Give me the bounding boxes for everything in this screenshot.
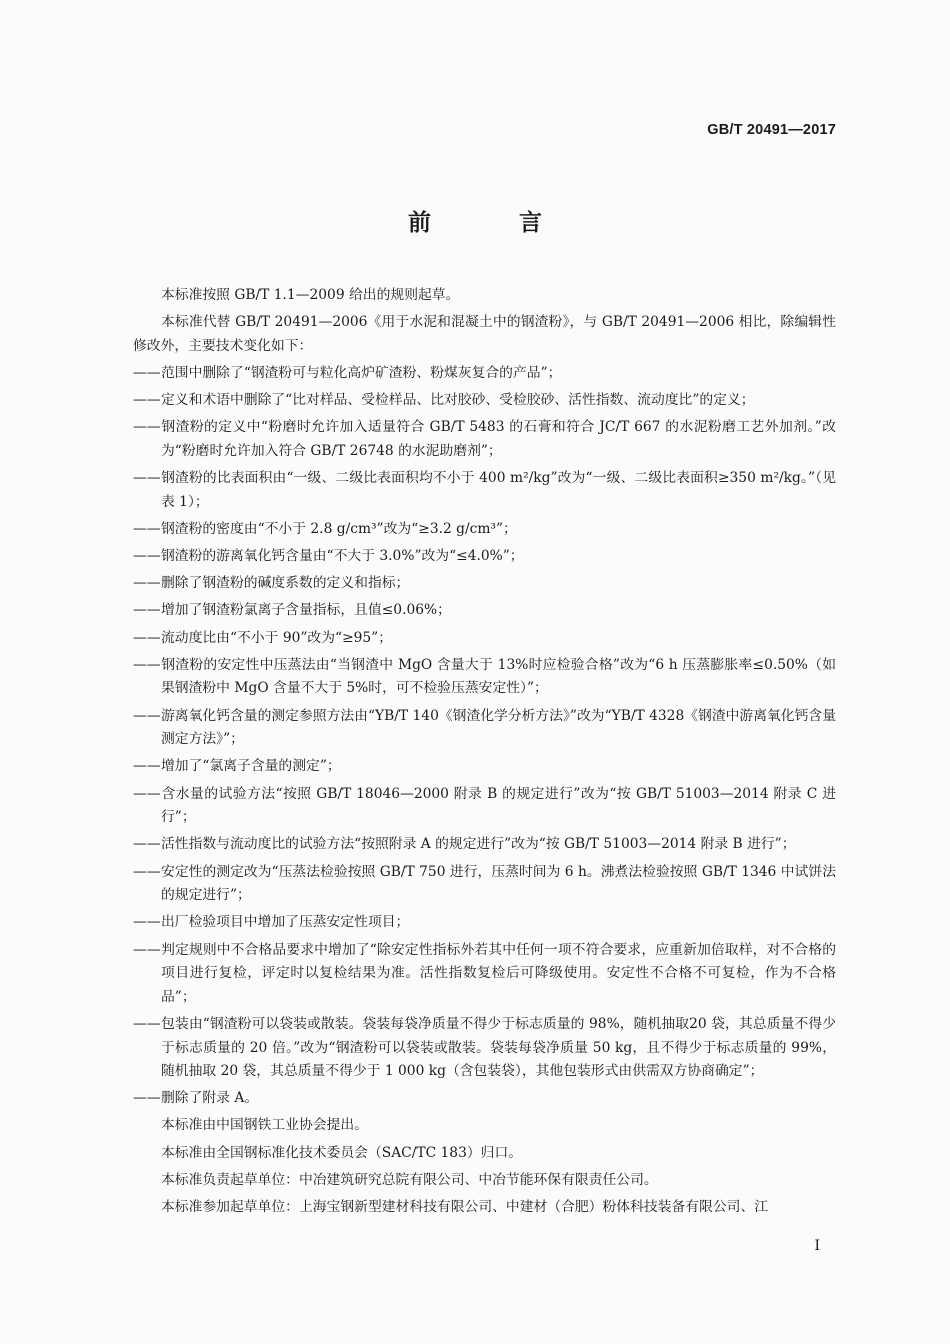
dash-marker: —— <box>133 785 161 802</box>
dash-marker: —— <box>133 470 161 487</box>
change-text: 出厂检验项目中增加了压蒸安定性项目； <box>161 914 410 931</box>
dash-marker: —— <box>133 1090 161 1107</box>
change-text: 流动度比由“不小于 90”改为“≥95”； <box>161 629 393 646</box>
change-item <box>133 911 836 935</box>
change-item <box>133 755 836 779</box>
paragraph-lead-drafters: 本标准负责起草单位：中冶建筑研究总院有限公司、中冶节能环保有限责任公司。 <box>161 1171 658 1188</box>
change-item <box>133 545 836 569</box>
dash-marker: —— <box>133 575 161 592</box>
dash-marker: —— <box>133 629 161 646</box>
change-item <box>133 389 836 413</box>
dash-marker: —— <box>133 602 161 619</box>
change-text: 钢渣粉的游离氧化钙含量由“不大于 3.0%”改为“≤4.0%”； <box>161 548 524 565</box>
paragraph-proposed-by: 本标准由中国钢铁工业协会提出。 <box>161 1117 368 1134</box>
change-text: 活性指数与流动度比的试验方法“按照附录 A 的规定进行”改为“按 GB/T 51003—2014 附录 B 进行”； <box>161 836 796 853</box>
change-item <box>133 572 836 596</box>
change-text: 游离氧化钙含量的测定参照方法由“YB/T 140《钢渣化学分析方法》”改为“YB/T 4328《钢渣中游离氧化钙含量测定方法》”； <box>161 707 836 748</box>
change-text: 范围中删除了“钢渣粉可与粒化高炉矿渣粉、粉煤灰复合的产品”； <box>161 364 562 381</box>
change-item <box>133 783 836 830</box>
page-number: I <box>814 1238 820 1254</box>
change-item <box>133 833 836 857</box>
change-item <box>133 1087 836 1111</box>
dash-marker: —— <box>133 863 161 880</box>
dash-marker: —— <box>133 836 161 853</box>
change-item <box>133 861 836 908</box>
change-text: 含水量的试验方法“按照 GB/T 18046—2000 附录 B 的规定进行”改为“按 GB/T 51003—2014 附录 C 进行”； <box>161 785 836 826</box>
change-item <box>133 654 836 701</box>
change-item <box>133 518 836 542</box>
change-item <box>133 599 836 623</box>
dash-marker: —— <box>133 656 161 673</box>
standard-code: GB/T 20491—2017 <box>707 122 836 138</box>
change-item <box>133 362 836 386</box>
dash-marker: —— <box>133 364 161 381</box>
dash-marker: —— <box>133 392 161 409</box>
change-text: 钢渣粉的定义中“粉磨时允许加入适量符合 GB/T 5483 的石膏和符合 JC/T 667 的水泥粉磨工艺外加剂。”改为“粉磨时允许加入符合 GB/T 26748 的水泥助磨剂”； <box>161 419 836 459</box>
change-text: 定义和术语中删除了“比对样品、受检样品、比对胶砂、受检胶砂、活性指数、流动度比”的定义； <box>161 392 755 409</box>
change-text: 增加了“氯离子含量的测定”； <box>161 758 341 775</box>
change-text: 钢渣粉的比表面积由“一级、二级比表面积均不小于 400 m²/kg”改为“一级、二级比表面积≥350 m²/kg。”（见表 1）； <box>161 470 836 510</box>
dash-marker: —— <box>133 419 161 436</box>
dash-marker: —— <box>133 548 161 565</box>
dash-marker: —— <box>133 758 161 775</box>
change-item <box>133 416 836 463</box>
change-text: 钢渣粉的密度由“不小于 2.8 g/cm³”改为“≥3.2 g/cm³”； <box>161 520 517 537</box>
change-text: 安定性的测定改为“压蒸法检验按照 GB/T 750 进行，压蒸时间为 6 h。沸煮法检验按照 GB/T 1346 中试饼法的规定进行”； <box>161 863 836 904</box>
change-text: 判定规则中不合格品要求中增加了“除安定性指标外若其中任何一项不符合要求，应重新加倍取样，对不合格的项目进行复检，评定时以复检结果为准。活性指数复检后可降级使用。安定性不合格不可复检，作为不合格品”； <box>161 941 836 1005</box>
page-title: 前 言 <box>407 210 582 236</box>
dash-marker: —— <box>133 914 161 931</box>
change-text: 删除了钢渣粉的碱度系数的定义和指标； <box>161 575 410 592</box>
document-body <box>133 284 836 1223</box>
dash-marker: —— <box>133 1015 161 1032</box>
change-item <box>133 627 836 651</box>
change-item <box>133 467 836 514</box>
change-item <box>133 939 836 1010</box>
change-item <box>133 705 836 752</box>
dash-marker: —— <box>133 520 161 537</box>
change-text: 删除了附录 A。 <box>161 1090 259 1107</box>
dash-marker: —— <box>133 707 161 724</box>
change-text: 包装由“钢渣粉可以袋装或散装。袋装每袋净质量不得少于标志质量的 98%，随机抽取20 袋，其总质量不得少于标志质量的 20 倍。”改为“钢渣粉可以袋装或散装。袋装每袋净质量 50 kg，且不得少于标志质量的 99%，随机抽取 20 袋，其总质量不得少于 1 000 kg（含包装袋），其他包装形式由供需双方协商确定”； <box>161 1015 836 1080</box>
changes-list <box>133 362 836 1111</box>
change-item <box>133 1013 836 1084</box>
paragraph-participating-drafters: 本标准参加起草单位：上海宝钢新型建材科技有限公司、中建材（合肥）粉体科技装备有限公司、江 <box>161 1199 769 1216</box>
dash-marker: —— <box>133 941 161 958</box>
change-text: 增加了钢渣粉氯离子含量指标，且值≤0.06%； <box>161 602 451 619</box>
paragraph-under-jurisdiction: 本标准由全国钢标准化技术委员会（SAC/TC 183）归口。 <box>161 1144 523 1161</box>
paragraph-drafting-rules: 本标准按照 GB/T 1.1—2009 给出的规则起草。 <box>161 287 460 303</box>
change-text: 钢渣粉的安定性中压蒸法由“当钢渣中 MgO 含量大于 13%时应检验合格”改为“6 h 压蒸膨胀率≤0.50%（如果钢渣粉中 MgO 含量不大于 5%时，可不检验压蒸安定性）”； <box>161 656 836 697</box>
paragraph-replacement-statement: 本标准代替 GB/T 20491—2006《用于水泥和混凝土中的钢渣粉》，与 GB/T 20491—2006 相比，除编辑性修改外，主要技术变化如下： <box>133 314 836 354</box>
